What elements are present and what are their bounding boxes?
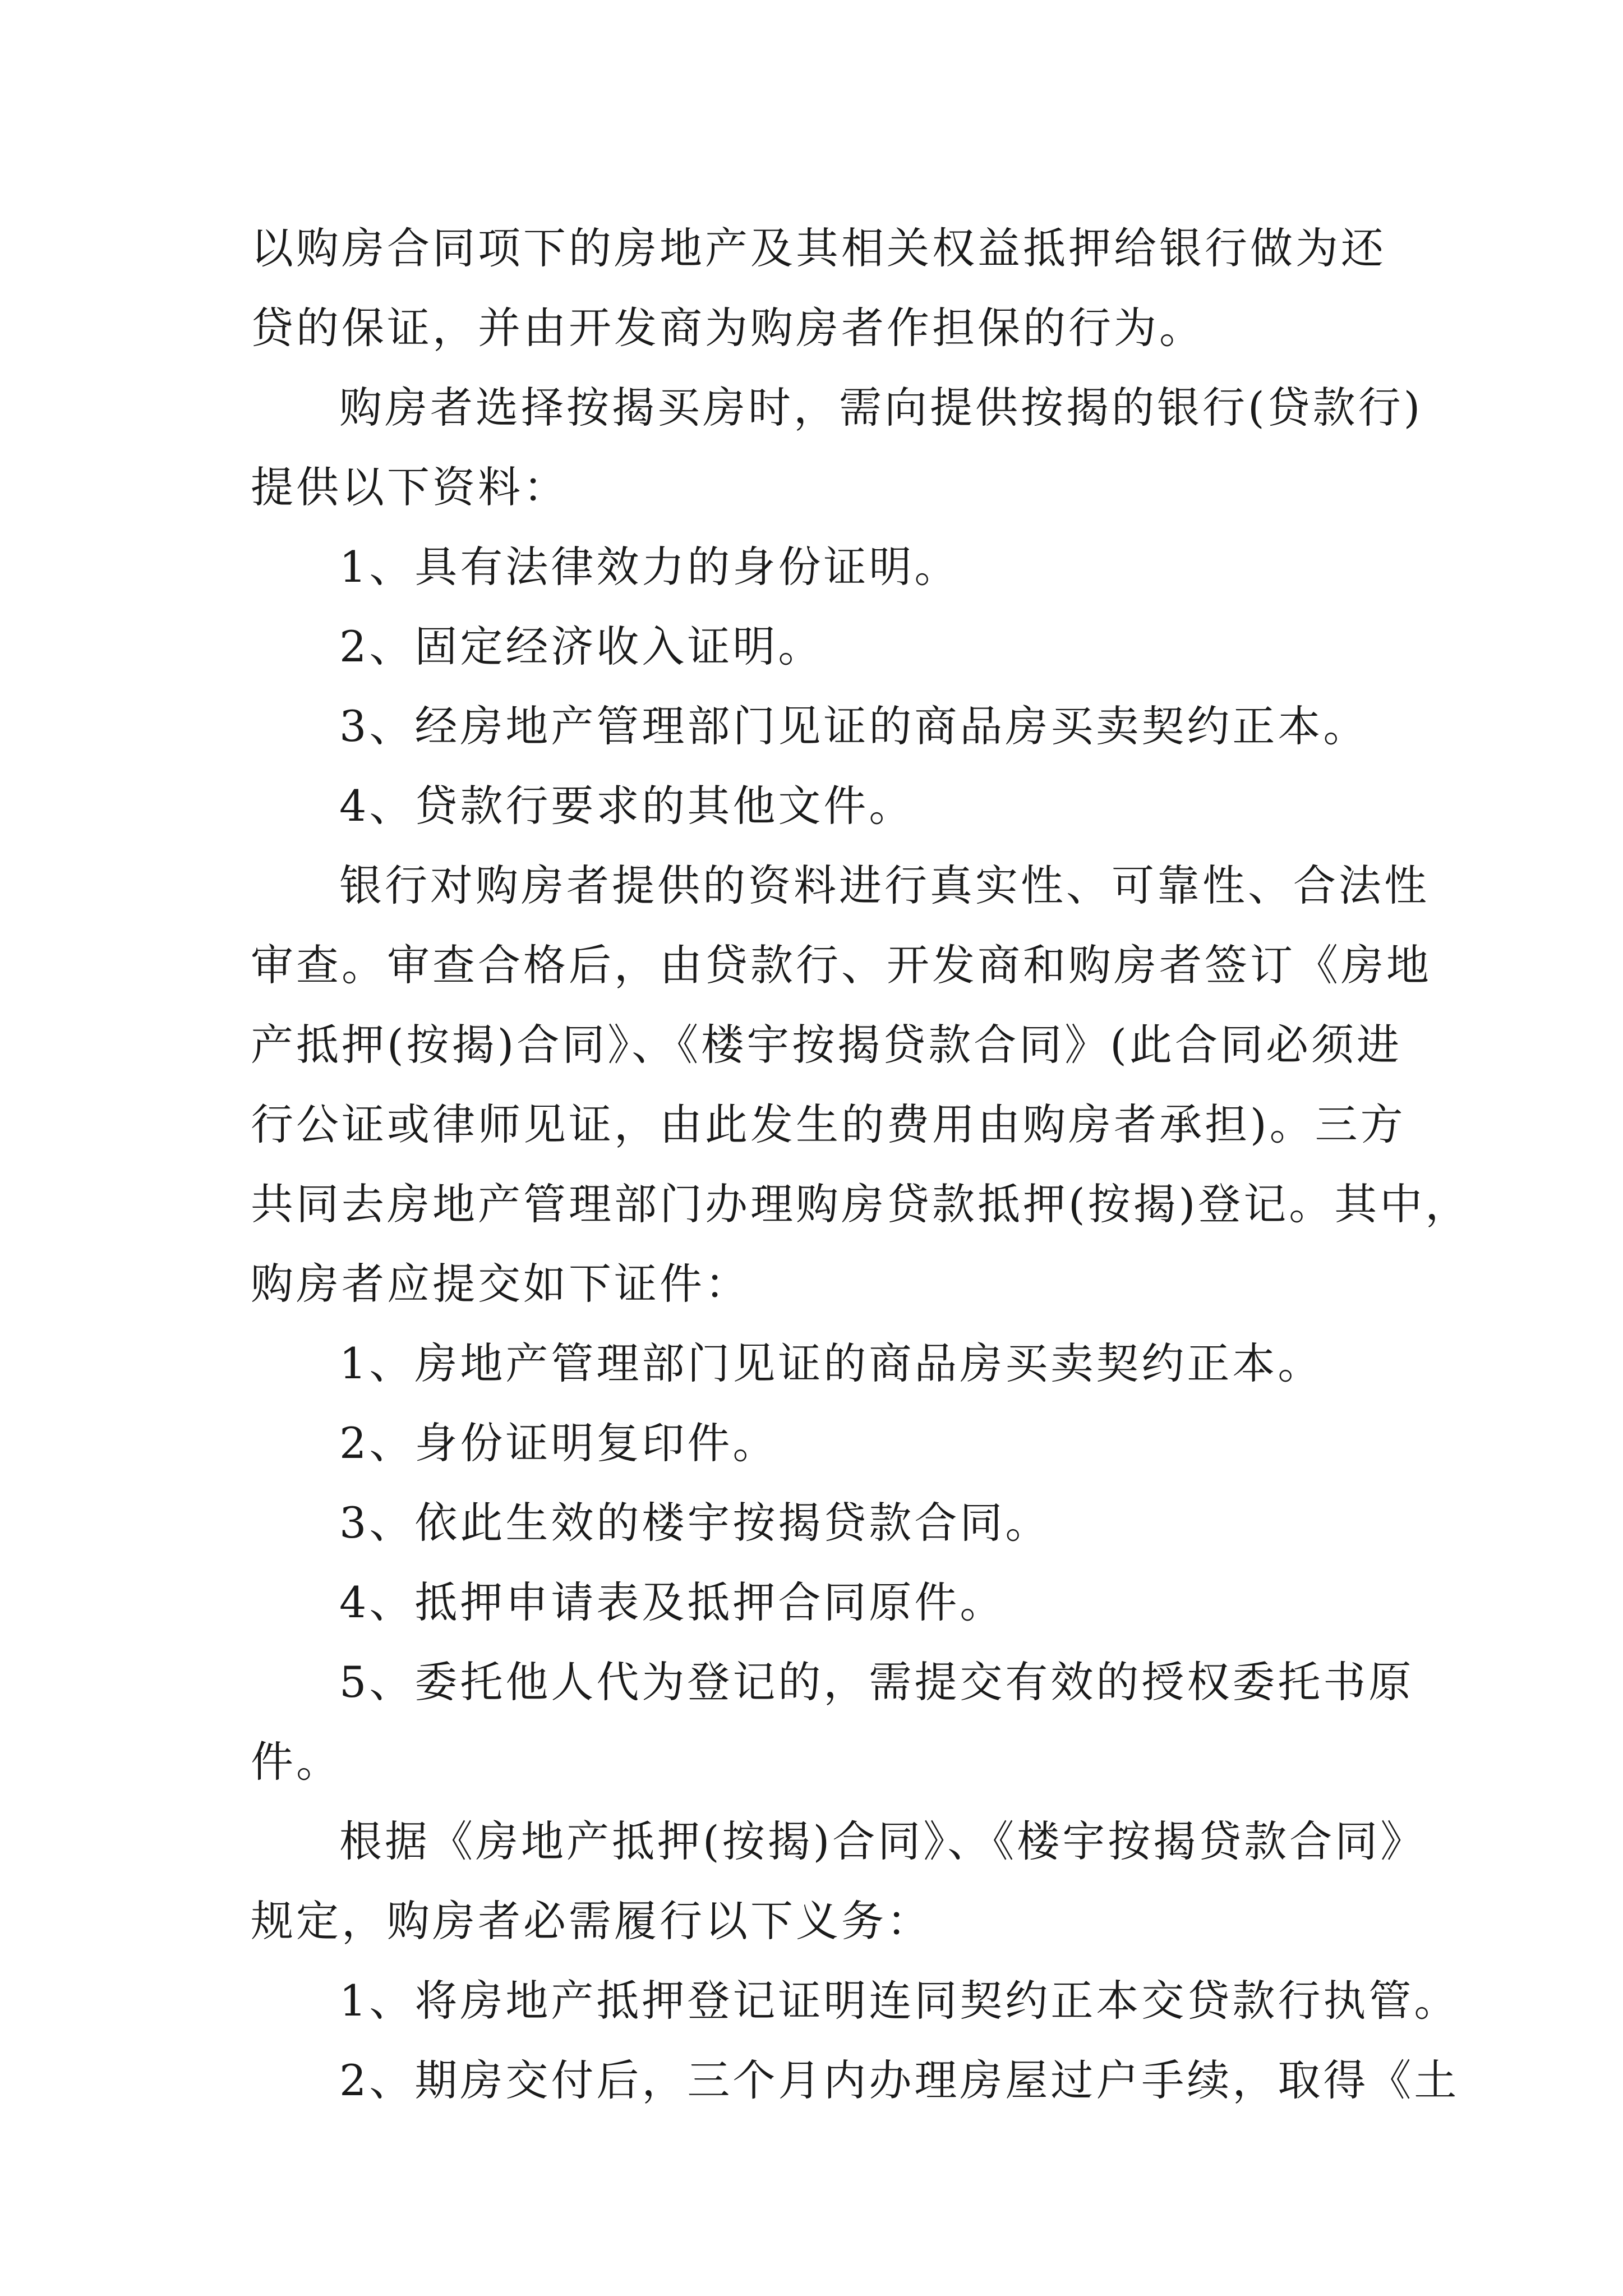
text-line: 行公证或律师见证，由此发生的费用由购房者承担)。三方 xyxy=(251,1099,1406,1149)
list-item: 5、委托他人代为登记的，需提交有效的授权委托书原 xyxy=(339,1657,1414,1707)
list-item: 4、贷款行要求的其他文件。 xyxy=(339,781,915,831)
body-text xyxy=(251,209,1471,2120)
text-line: 购房者应提交如下证件： xyxy=(251,1259,750,1309)
list-item: 1、将房地产抵押登记证明连同契约正本交贷款行执管。 xyxy=(339,1976,1460,2026)
list-item: 3、依此生效的楼宇按揭贷款合同。 xyxy=(339,1498,1051,1548)
text-line: 银行对购房者提供的资料进行真实性、可靠性、合法性 xyxy=(339,861,1430,910)
list-item: 2、期房交付后，三个月内办理房屋过户手续，取得《土 xyxy=(339,2055,1460,2105)
text-line: 购房者选择按揭买房时，需向提供按揭的银行(贷款行) xyxy=(339,383,1423,432)
text-line: 审查。审查合格后，由贷款行、开发商和购房者签订《房地 xyxy=(251,940,1432,990)
list-item: 2、固定经济收入证明。 xyxy=(339,622,824,671)
text-line: 根据《房地产抵押(按揭)合同》、《楼宇按揭贷款合同》 xyxy=(339,1816,1426,1866)
text-line: 规定，购房者必需履行以下义务： xyxy=(251,1896,932,1946)
list-item: 2、身份证明复印件。 xyxy=(339,1418,778,1468)
text-line: 产抵押(按揭)合同》、《楼宇按揭贷款合同》(此合同必须进 xyxy=(251,1020,1402,1070)
list-item: 4、抵押申请表及抵押合同原件。 xyxy=(339,1577,1006,1627)
list-item: 1、具有法律效力的身份证明。 xyxy=(339,542,960,592)
text-line: 件。 xyxy=(251,1737,342,1787)
text-line: 提供以下资料： xyxy=(251,462,569,512)
text-line: 共同去房地产管理部门办理购房贷款抵押(按揭)登记。其中， xyxy=(251,1179,1471,1229)
text-line: 以购房合同项下的房地产及其相关权益抵押给银行做为还 xyxy=(251,223,1386,273)
list-item: 1、房地产管理部门见证的商品房买卖契约正本。 xyxy=(339,1338,1324,1388)
text-line: 贷的保证，并由开发商为购房者作担保的行为。 xyxy=(251,303,1205,353)
list-item: 3、经房地产管理部门见证的商品房买卖契约正本。 xyxy=(339,701,1369,751)
